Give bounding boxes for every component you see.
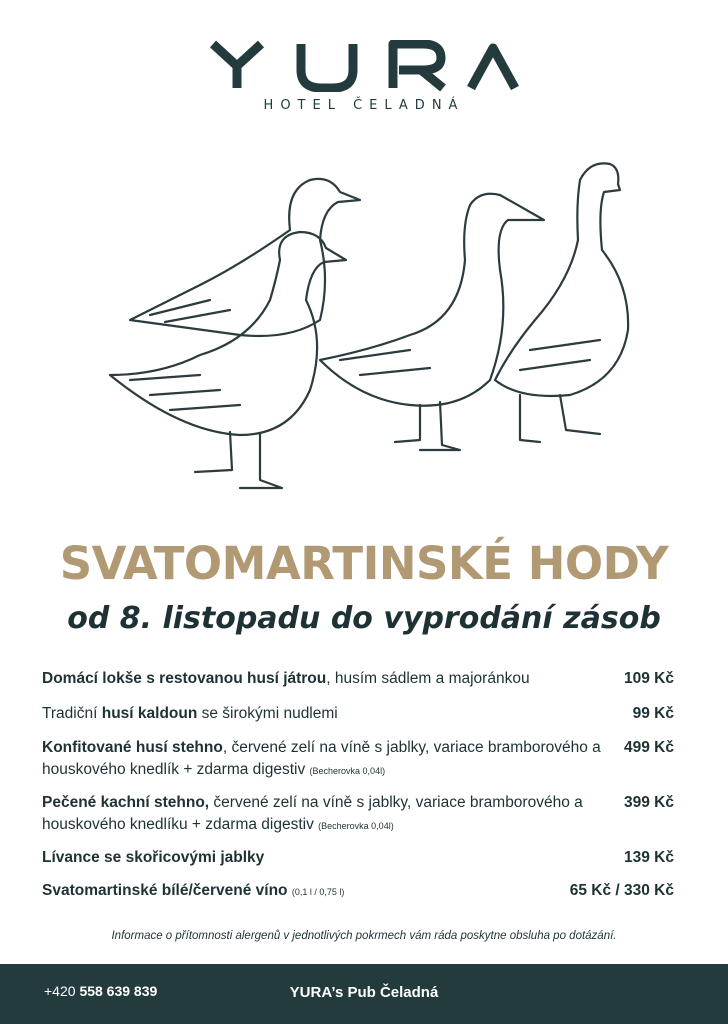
menu-item-details: červené zelí na víně s jablky, variace bramborového a houskového knedlíku + zdarma digestiv: [42, 794, 583, 833]
menu-item-note: (Becherovka 0,04l): [309, 766, 386, 776]
menu-item-description: [42, 880, 602, 903]
menu-item-details: , husím sádlem a majoránkou: [326, 670, 530, 687]
menu-item: [42, 792, 674, 837]
menu-item-name: Lívance se skořicovými jablky: [42, 849, 265, 866]
menu-item-name: husí kaldoun: [101, 705, 198, 722]
menu-item-price: 99 Kč: [632, 705, 674, 722]
event-title: SVATOMARTINSKÉ HODY: [59, 537, 669, 590]
hotel-logo: [0, 40, 728, 113]
pub-name: YURA’s Pub Čeladná: [289, 984, 439, 1001]
menu-item-name: Konfitované husí stehno: [42, 739, 223, 756]
hotel-subtitle: HOTEL ČELADNÁ: [263, 98, 465, 113]
menu-item-price: 399 Kč: [624, 794, 674, 811]
menu-item-details: , červené zelí na víně s jablky, variace bramborového a houskového knedlík + zdarma digestiv: [42, 739, 601, 778]
menu-item-description: [42, 737, 602, 782]
menu-item-details: se širokými nudlemi: [197, 705, 338, 722]
menu-item: [42, 668, 674, 690]
event-dates: od 8. listopadu do vyprodání zásob: [67, 601, 661, 636]
menu-item-description: [42, 668, 602, 690]
menu-item: [42, 703, 674, 725]
menu-item-price: 499 Kč: [624, 739, 674, 756]
menu-item: [42, 847, 674, 869]
menu-item-prefix: Tradiční: [42, 705, 102, 722]
menu-item-name: Domácí lokše s restovanou husí játrou: [42, 670, 327, 687]
menu-item-description: [42, 792, 602, 837]
menu-item-name: Svatomartinské bílé/červené víno: [42, 882, 288, 899]
menu-item-note: (Becherovka 0,04l): [318, 821, 394, 831]
menu-item-description: [42, 703, 602, 725]
menu-item-price: 139 Kč: [624, 849, 674, 866]
geese-illustration: [90, 150, 650, 500]
menu-item: [42, 880, 674, 903]
menu-item-note: (0,1 l / 0,75 l): [291, 887, 345, 897]
phone-prefix: +420: [44, 983, 80, 999]
menu-item-description: [42, 847, 602, 869]
menu-item-price: 109 Kč: [624, 670, 674, 687]
menu-item: [42, 737, 674, 782]
yura-logo-mark: [209, 40, 519, 92]
menu-item-price: 65 Kč / 330 Kč: [569, 882, 674, 899]
footer-bar: [0, 964, 728, 1024]
phone-digits: 558 639 839: [79, 983, 158, 999]
menu-item-name: Pečené kachní stehno,: [42, 794, 210, 811]
allergen-note: Informace o přítomnosti alergenů v jednotlivých pokrmech vám ráda poskytne obsluha po dotázání.: [111, 930, 617, 942]
